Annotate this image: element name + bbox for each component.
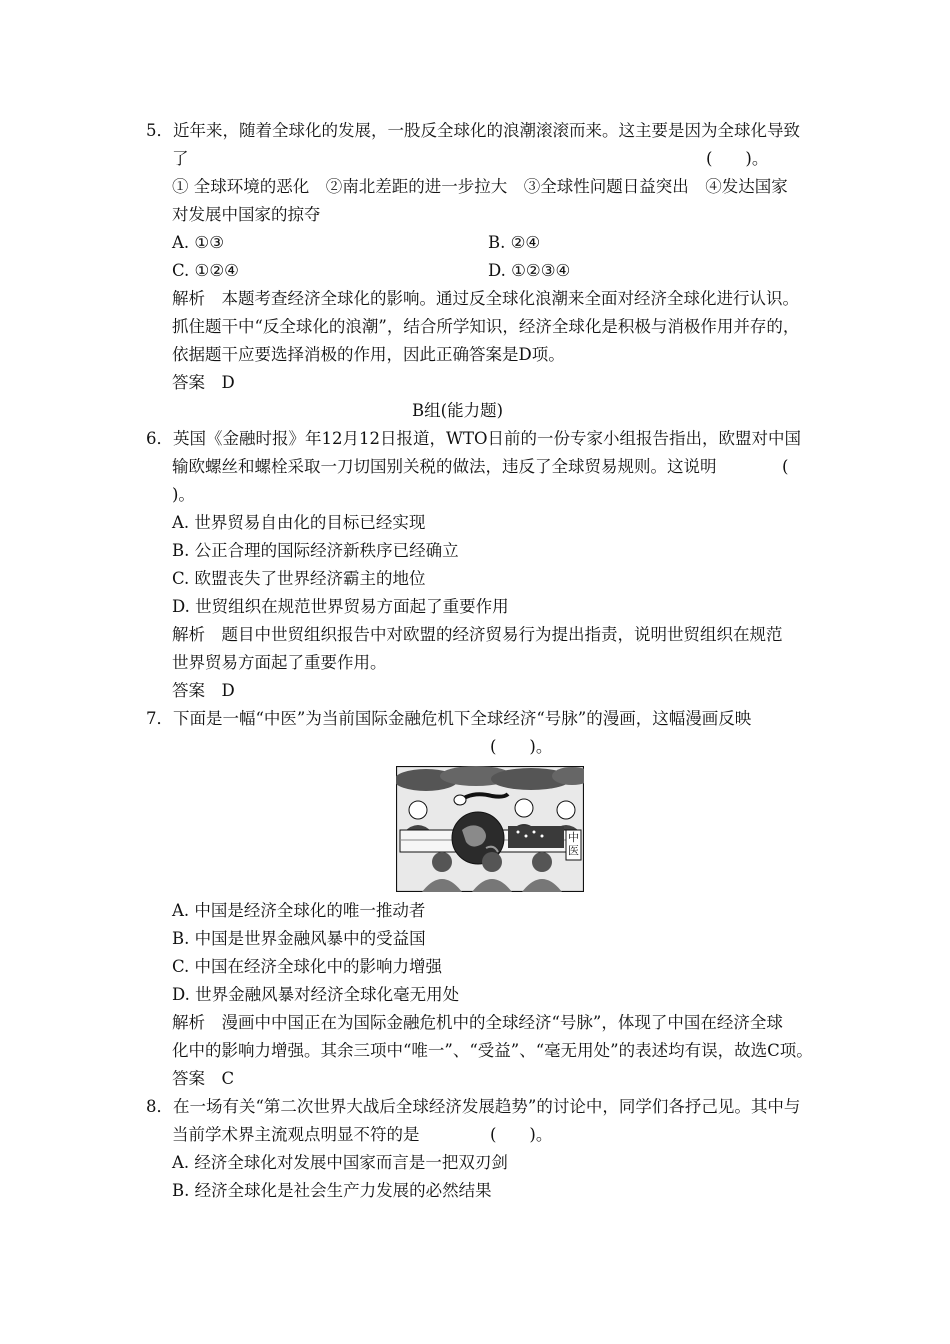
q5-answer-paren: ( )。 <box>706 149 769 168</box>
q5-items-line1: ① 全球环境的恶化 ②南北差距的进一步拉大 ③全球性问题日益突出 ④发达国家 <box>172 177 788 196</box>
q6-stem-line2: 输欧螺丝和螺栓采取一刀切国别关税的做法，违反了全球贸易规则。这说明 <box>172 457 717 476</box>
q5-explanation-line3: 依据题干应要选择消极的作用，因此正确答案是D项。 <box>172 345 565 364</box>
cartoon-sign-label: 中医 <box>568 831 579 857</box>
q5-option-c: C. ①②④ <box>172 261 239 280</box>
q5-items-line2: 对发展中国家的掠夺 <box>172 205 321 224</box>
q5-answer: 答案 D <box>172 373 235 392</box>
q6-explanation-line2: 世界贸易方面起了重要作用。 <box>172 653 387 672</box>
q6-stem-line3: )。 <box>172 485 195 504</box>
q7-explanation-line1: 解析 漫画中中国正在为国际金融危机中的全球经济“号脉”，体现了中国在经济全球 <box>172 1013 783 1032</box>
q8-answer-paren: ( )。 <box>490 1125 553 1144</box>
q5-stem-line2: 了 <box>172 149 189 168</box>
q6-option-b: B. 公正合理的国际经济新秩序已经确立 <box>172 541 459 560</box>
q7-option-c: C. 中国在经济全球化中的影响力增强 <box>172 957 443 976</box>
q6-paren-open: ( <box>782 457 789 476</box>
q6-option-c: C. 欧盟丧失了世界经济霸主的地位 <box>172 569 426 588</box>
q7-explanation-line2: 化中的影响力增强。其余三项中“唯一”、“受益”、“毫无用处”的表述均有误，故选C项。 <box>172 1041 813 1060</box>
q5-option-d: D. ①②③④ <box>488 261 571 280</box>
q7-answer-paren: ( )。 <box>490 737 553 756</box>
group-b-heading: B组(能力题) <box>412 401 503 420</box>
q7-stem-line1: 7．下面是一幅“中医”为当前国际金融危机下全球经济“号脉”的漫画，这幅漫画反映 <box>146 709 752 728</box>
q7-answer: 答案 C <box>172 1069 235 1088</box>
q7-option-b: B. 中国是世界金融风暴中的受益国 <box>172 929 426 948</box>
q5-option-b: B. ②④ <box>488 233 541 252</box>
q7-option-a: A. 中国是经济全球化的唯一推动者 <box>172 901 426 920</box>
q6-explanation-line1: 解析 题目中世贸组织报告中对欧盟的经济贸易行为提出指责，说明世贸组织在规范 <box>172 625 783 644</box>
q5-explanation-line1: 解析 本题考查经济全球化的影响。通过反全球化浪潮来全面对经济全球化进行认识。 <box>172 289 799 308</box>
q8-stem-line1: 8．在一场有关“第二次世界大战后全球经济发展趋势”的讨论中，同学们各抒己见。其中与 <box>146 1097 801 1116</box>
q5-stem-line1: 5．近年来，随着全球化的发展，一股反全球化的浪潮滚滚而来。这主要是因为全球化导致 <box>146 121 800 140</box>
q6-option-a: A. 世界贸易自由化的目标已经实现 <box>172 513 426 532</box>
cartoon-image <box>396 766 584 892</box>
q7-option-d: D. 世界金融风暴对经济全球化毫无用处 <box>172 985 460 1004</box>
q8-option-a: A. 经济全球化对发展中国家而言是一把双刃剑 <box>172 1153 508 1172</box>
q5-explanation-line2: 抓住题干中“反全球化的浪潮”，结合所学知识，经济全球化是积极与消极作用并存的， <box>172 317 800 336</box>
q8-option-b: B. 经济全球化是社会生产力发展的必然结果 <box>172 1181 492 1200</box>
q6-option-d: D. 世贸组织在规范世界贸易方面起了重要作用 <box>172 597 509 616</box>
q5-option-a: A. ①③ <box>172 233 224 252</box>
q8-stem-line2: 当前学术界主流观点明显不符的是 <box>172 1125 420 1144</box>
q6-answer: 答案 D <box>172 681 235 700</box>
q6-stem-line1: 6．英国《金融时报》年12月12日报道，WTO日前的一份专家小组报告指出，欧盟对中国 <box>146 429 801 448</box>
